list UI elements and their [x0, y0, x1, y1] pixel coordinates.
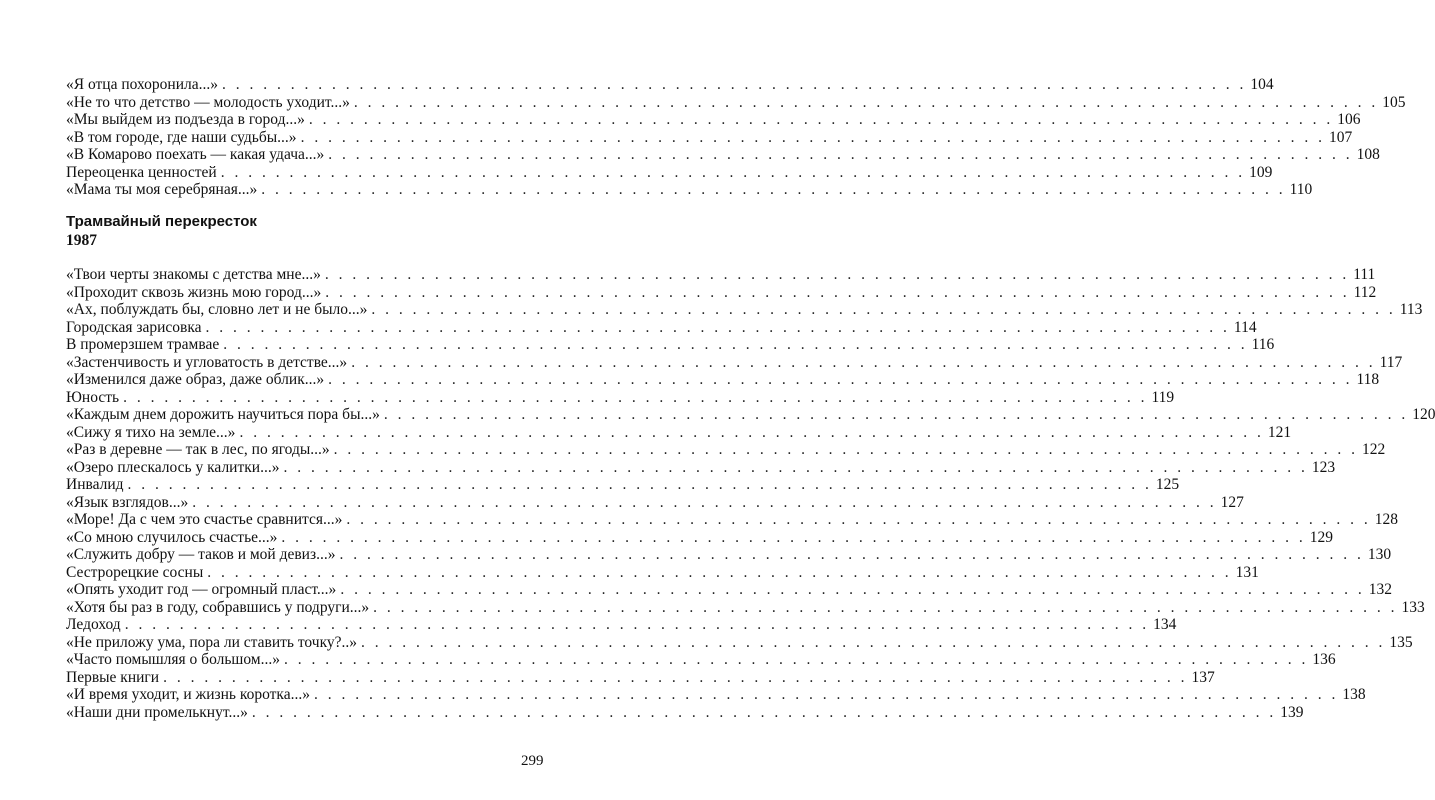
toc-entry	[66, 423, 1292, 442]
toc-entry	[66, 546, 1392, 564]
dot-leader	[207, 564, 1231, 582]
toc-entry-title: «Мама ты моя серебряная...»	[66, 181, 258, 198]
dot-leader	[239, 424, 1263, 442]
toc-entry-title: «Часто помышляя о большом...»	[66, 651, 280, 668]
toc-entry	[66, 388, 1175, 407]
toc-entry-title: Юность	[66, 388, 120, 406]
toc-entry	[66, 563, 1259, 582]
toc-entry-title: Переоценка ценностей	[66, 163, 217, 181]
toc-entry	[66, 93, 1406, 112]
toc-entry-page: 111	[1353, 266, 1376, 283]
dot-leader	[283, 459, 1307, 477]
toc-entry	[66, 353, 1403, 372]
toc-entry	[66, 318, 1257, 337]
dot-leader	[373, 599, 1397, 617]
toc-entry	[66, 581, 1392, 599]
dot-leader	[351, 354, 1375, 372]
toc-entry	[66, 128, 1353, 147]
toc-entry-page: 106	[1337, 111, 1361, 128]
toc-block-previous-section	[66, 76, 1406, 199]
toc-entry-title: В промерзшем трамвае	[66, 336, 220, 353]
toc-entry	[66, 686, 1366, 704]
toc-entry-title: Сестрорецкие сосны	[66, 563, 204, 581]
toc-entry-page: 125	[1155, 476, 1180, 493]
toc-entry-title: «Застенчивость и угловатость в детстве...»	[66, 353, 348, 371]
toc-entry	[66, 146, 1380, 164]
toc-entry-page: 118	[1356, 371, 1380, 388]
page-number: 299	[521, 753, 544, 769]
dot-leader	[384, 406, 1408, 424]
toc-entry-title: «Море! Да с чем это счастье сравнится...»	[66, 511, 343, 528]
toc-entry	[66, 163, 1273, 182]
toc-entry-page: 113	[1399, 301, 1423, 318]
dot-leader	[261, 181, 1285, 199]
dot-leader	[314, 686, 1338, 704]
toc-entry-page: 123	[1311, 458, 1336, 476]
dot-leader	[281, 529, 1305, 547]
toc-entry-page: 112	[1353, 283, 1377, 301]
dot-leader	[361, 634, 1385, 652]
dot-leader	[340, 581, 1364, 599]
toc-entry-page: 135	[1389, 633, 1413, 651]
toc-entry	[66, 511, 1398, 529]
toc-entry-page: 105	[1382, 93, 1406, 111]
toc-entry-title: «Проходит сквозь жизнь мою город...»	[66, 283, 322, 301]
toc-entry-title: «В Комарово поехать — какая удача...»	[66, 146, 325, 163]
toc-entry-page: 108	[1356, 146, 1380, 163]
toc-entry-page: 136	[1312, 651, 1336, 668]
dot-leader	[325, 284, 1349, 302]
toc-entry-title: «Со мною случилось счастье...»	[66, 528, 278, 546]
dot-leader	[123, 389, 1147, 407]
toc-entry-title: «Не то что детство — молодость уходит...»	[66, 93, 350, 111]
toc-entry-page: 120	[1412, 406, 1435, 423]
dot-leader	[125, 616, 1149, 634]
toc-entry	[66, 458, 1336, 477]
toc-entry	[66, 371, 1380, 389]
dot-leader	[284, 651, 1308, 669]
dot-leader	[328, 146, 1352, 164]
toc-entry	[66, 616, 1177, 634]
dot-leader	[309, 111, 1333, 129]
toc-entry-title: «Раз в деревне — так в лес, по ягоды...»	[66, 441, 330, 458]
toc-entry-page: 121	[1267, 423, 1292, 441]
dot-leader	[328, 371, 1352, 389]
toc-entry-page: 133	[1401, 598, 1425, 616]
toc-entry	[66, 406, 1435, 424]
dot-leader	[339, 546, 1363, 564]
toc-entry	[66, 493, 1244, 512]
dot-leader	[354, 94, 1378, 112]
toc-entry	[66, 633, 1413, 652]
toc-entry	[66, 703, 1304, 722]
toc-entry	[66, 301, 1423, 319]
toc-entry	[66, 528, 1334, 547]
toc-entry-title: Первые книги	[66, 668, 160, 686]
toc-entry-title: Инвалид	[66, 476, 124, 493]
toc-entry	[66, 283, 1377, 302]
toc-entry-page: 122	[1362, 441, 1386, 458]
toc-entry	[66, 76, 1274, 94]
dot-leader	[346, 511, 1370, 529]
toc-entry-title: «Наши дни промелькнут...»	[66, 703, 248, 721]
toc-entry-page: 127	[1220, 493, 1244, 511]
dot-leader	[192, 494, 1216, 512]
dot-leader	[222, 76, 1246, 94]
toc-entry-page: 137	[1191, 668, 1215, 686]
toc-entry-page: 107	[1328, 128, 1353, 146]
toc-entry-page: 128	[1374, 511, 1398, 528]
dot-leader	[301, 129, 1325, 147]
toc-entry-title: «Озеро плескалось у калитки...»	[66, 458, 280, 476]
toc-entry-title: «Язык взглядов...»	[66, 493, 189, 511]
toc-entry-title: «Я отца похоронила...»	[66, 76, 218, 93]
toc-entry	[66, 598, 1425, 617]
toc-entry-page: 131	[1235, 563, 1259, 581]
toc-entry-title: «Твои черты знакомы с детства мне...»	[66, 266, 321, 283]
dot-leader	[128, 476, 1152, 494]
toc-entry	[66, 668, 1215, 687]
toc-entry	[66, 441, 1386, 459]
toc-entry	[66, 651, 1336, 669]
toc-entry-title: «Каждым днем дорожить научиться пора бы...»	[66, 406, 380, 423]
toc-entry-title: «Хотя бы раз в году, собравшись у подруги...»	[66, 598, 370, 616]
section-year: 1987	[66, 232, 97, 249]
toc-entry-page: 130	[1367, 546, 1392, 563]
toc-entry-title: «Изменился даже образ, даже облик...»	[66, 371, 325, 388]
dot-leader	[325, 266, 1349, 284]
toc-entry-title: Городская зарисовка	[66, 318, 202, 336]
toc-entry-title: «В том городе, где наши судьбы...»	[66, 128, 297, 146]
toc-entry-page: 104	[1250, 76, 1274, 93]
toc-entry-page: 117	[1379, 353, 1403, 371]
toc-entry-page: 110	[1289, 181, 1313, 198]
toc-entry-title: «Сижу я тихо на земле...»	[66, 423, 236, 441]
dot-leader	[221, 164, 1245, 182]
toc-entry-page: 114	[1233, 318, 1257, 336]
toc-entry-page: 129	[1309, 528, 1334, 546]
toc-entry	[66, 181, 1313, 199]
toc-entry-title: «Ах, поблуждать бы, словно лет и не было...»	[66, 301, 368, 318]
toc-entry-page: 134	[1153, 616, 1177, 633]
dot-leader	[252, 704, 1276, 722]
toc-entry-page: 139	[1280, 703, 1304, 721]
toc-entry-title: «Мы выйдем из подъезда в город...»	[66, 111, 305, 128]
toc-entry-title: «И время уходит, и жизнь коротка...»	[66, 686, 310, 703]
dot-leader	[163, 669, 1187, 687]
toc-entry-page: 119	[1151, 388, 1175, 406]
toc-entry-title: «Служить добру — таков и мой девиз...»	[66, 546, 336, 563]
toc-entry-title: «Опять уходит год — огромный пласт...»	[66, 581, 337, 598]
toc-entry	[66, 476, 1180, 494]
toc-entry-page: 116	[1251, 336, 1275, 353]
toc-entry-title: «Не приложу ума, пора ли ставить точку?..»	[66, 633, 358, 651]
dot-leader	[334, 441, 1358, 459]
toc-entry	[66, 266, 1376, 284]
toc-block-section	[66, 266, 1435, 721]
toc-entry-page: 132	[1368, 581, 1392, 598]
toc-entry-page: 138	[1342, 686, 1366, 703]
toc-entry-page: 109	[1249, 163, 1273, 181]
section-title: Трамвайный перекресток	[66, 213, 257, 230]
dot-leader	[223, 336, 1247, 354]
toc-entry	[66, 336, 1275, 354]
dot-leader	[206, 319, 1230, 337]
toc-entry-title: Ледоход	[66, 616, 121, 633]
dot-leader	[371, 301, 1395, 319]
toc-entry	[66, 111, 1361, 129]
